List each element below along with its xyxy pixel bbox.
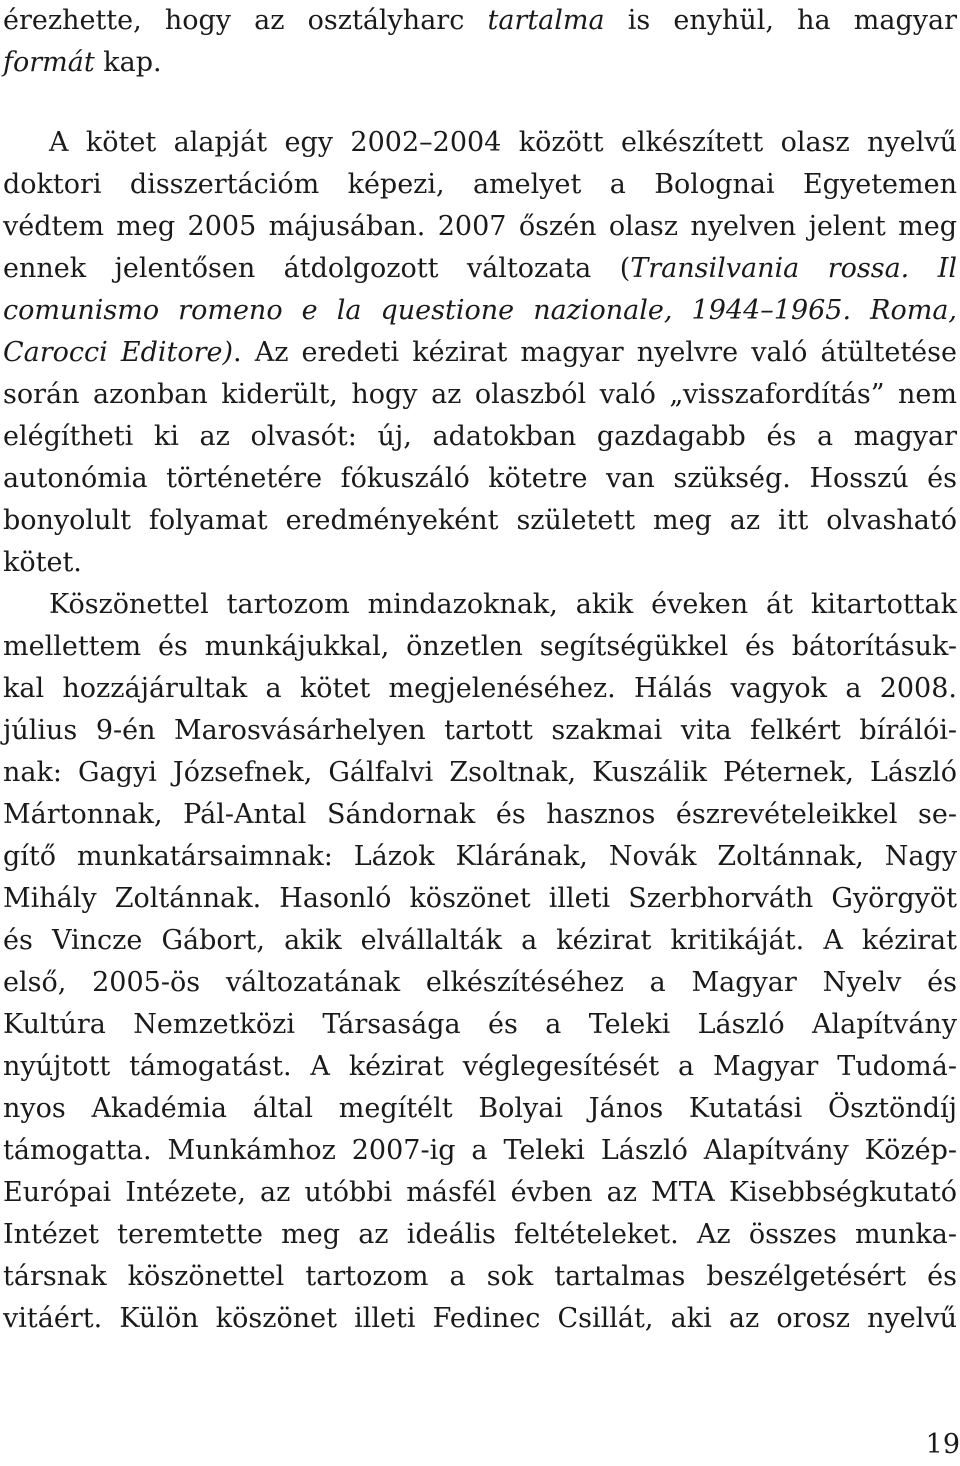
text-line: érezhette, hogy az osztályharc tartalma is enyhül, ha magyar [3,5,957,36]
text-line: Intézet teremtette meg az ideális feltételeket. Az összes munka- [3,1219,957,1250]
text-line: Köszönettel tartozom mindazoknak, akik éveken át kitartottak [49,589,957,620]
text-line: doktori disszertációm képezi, amelyet a Bolognai Egyetemen [3,169,957,200]
text-line: bonyolult folyamat eredményeként született meg az itt olvasható [3,505,957,536]
text-line: kötet. [3,547,82,578]
text-line: Európai Intézete, az utóbbi másfél évben az MTA Kisebbségkutató [3,1177,957,1208]
text-line: nyújtott támogatást. A kézirat véglegesítését a Magyar Tudomá- [3,1051,957,1082]
text-line: Mihály Zoltánnak. Hasonló köszönet illeti Szerbhorváth Györgyöt [3,883,957,914]
text-line: vitáért. Külön köszönet illeti Fedinec Csillát, aki az orosz nyelvű [3,1303,957,1334]
text-line: Carocci Editore). Az eredeti kézirat magyar nyelvre való átültetése [3,337,957,368]
text-line: támogatta. Munkámhoz 2007-ig a Teleki László Alapítvány Közép- [3,1135,957,1166]
text-line: és Vincze Gábort, akik elvállalták a kézirat kritikáját. A kézirat [3,925,957,956]
text-line: elégítheti ki az olvasót: új, adatokban gazdagabb és a magyar [3,421,957,452]
text-line: Kultúra Nemzetközi Társasága és a Teleki László Alapítvány [3,1009,957,1040]
text-line: gítő munkatársaimnak: Lázok Klárának, Novák Zoltánnak, Nagy [3,841,957,872]
text-line: első, 2005-ös változatának elkészítéséhez a Magyar Nyelv és [3,967,957,998]
text-line: során azonban kiderült, hogy az olaszból való „visszafordítás” nem [3,379,957,410]
text-line: július 9-én Marosvásárhelyen tartott szakmai vita felkért bírálói- [3,715,957,746]
text-line: comunismo romeno e la questione nazionale, 1944–1965. Roma, [3,295,957,326]
text-line: Mártonnak, Pál-Antal Sándornak és hasznos észrevételeikkel se- [3,799,957,830]
text-line: autonómia történetére fókuszáló kötetre van szükség. Hosszú és [3,463,957,494]
text-line: A kötet alapját egy 2002–2004 között elkészített olasz nyelvű [49,127,957,158]
page-number: 19 [925,1429,960,1460]
text-line: védtem meg 2005 májusában. 2007 őszén olasz nyelven jelent meg [3,211,957,242]
text-line: nyos Akadémia által megítélt Bolyai János Kutatási Ösztöndíj [3,1093,957,1124]
text-line: kal hozzájárultak a kötet megjelenéséhez. Hálás vagyok a 2008. [3,673,957,704]
text-line: társnak köszönettel tartozom a sok tartalmas beszélgetésért és [3,1261,957,1292]
text-line: ennek jelentősen átdolgozott változata (Transilvania rossa. Il [3,253,957,284]
text-line: nak: Gagyi Józsefnek, Gálfalvi Zsoltnak, Kuszálik Péternek, László [3,757,957,788]
text-line: mellettem és munkájukkal, önzetlen segítségükkel és bátorításuk- [3,631,957,662]
text-line: formát kap. [3,47,162,78]
